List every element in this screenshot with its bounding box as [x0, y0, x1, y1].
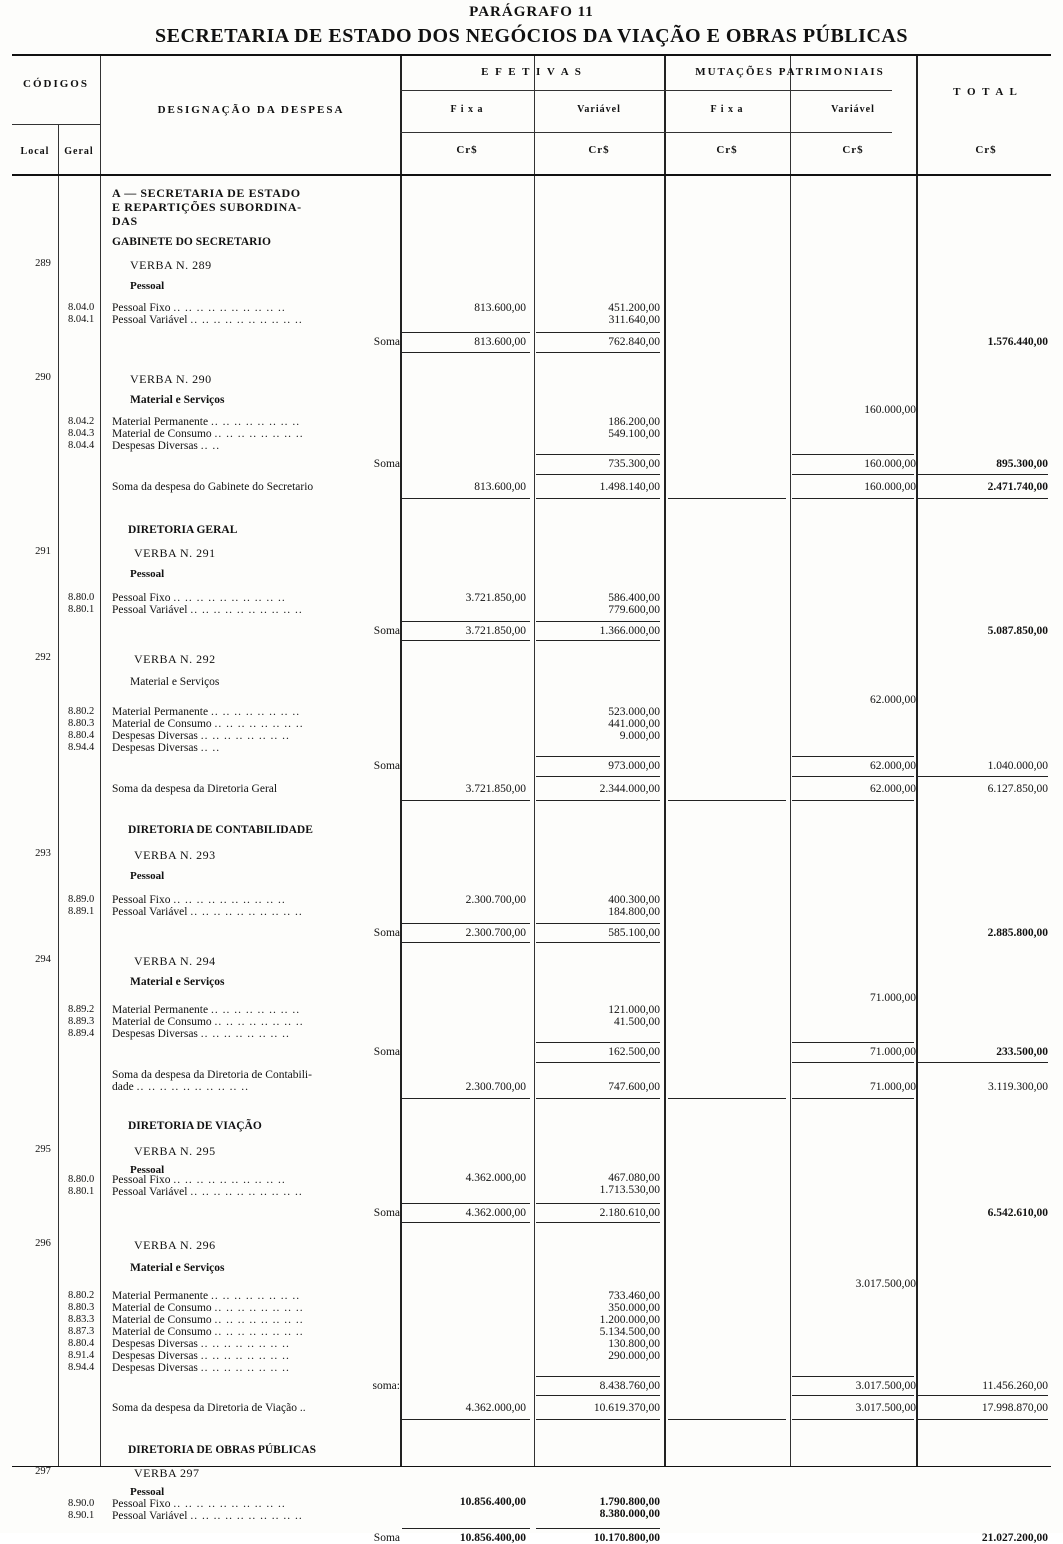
total-dc-total: 3.119.300,00 [988, 1081, 1048, 1093]
value-ef-variavel: 1.790.800,00 [599, 1496, 660, 1508]
soma-ef-variavel: 762.840,00 [608, 336, 660, 348]
header-codigos: CÓDIGOS [23, 78, 89, 90]
item-label: Material Permanente [112, 1004, 209, 1016]
total-diretoria-geral-label: Soma da despesa da Diretoria Geral [112, 783, 278, 795]
header-crs-mt-fixa: Cr$ [716, 144, 738, 156]
leader-dots: .. .. .. .. .. .. .. .. [214, 1016, 304, 1028]
value-ef-variavel: 441.000,00 [608, 718, 660, 730]
soma-ef-variavel: 735.300,00 [608, 458, 660, 470]
item-pessoal-variavel-295 [112, 1186, 402, 1198]
value-ef-variavel: 1.713.530,00 [599, 1184, 660, 1196]
value-mt-variavel: 71.000,00 [870, 992, 916, 1004]
leader-dots: .. .. .. .. .. .. .. .. .. .. [173, 894, 286, 906]
item-material-consumo-296b [112, 1314, 402, 1326]
item-despesas-diversas-290 [112, 440, 402, 452]
header-efetivas: E F E T I V A S [481, 66, 583, 78]
total-dc-ef-fixa: 2.300.700,00 [465, 1081, 526, 1093]
value-ef-variavel: 523.000,00 [608, 706, 660, 718]
header-total: T O T A L [953, 86, 1019, 98]
value-ef-variavel: 1.200.000,00 [599, 1314, 660, 1326]
soma-total: 895.300,00 [996, 458, 1048, 470]
label-soma: Soma [373, 760, 400, 772]
value-ef-variavel: 9.000,00 [619, 730, 660, 742]
label-material-servicos-294: Material e Serviços [130, 976, 225, 988]
label-soma: Soma [373, 336, 400, 348]
soma-ef-variavel: 2.180.610,00 [599, 1207, 660, 1219]
item-despesas-diversas-294 [112, 1028, 402, 1040]
item-label: Material de Consumo [112, 428, 212, 440]
geral-code-8891: 8.89.1 [68, 906, 95, 917]
soma-ef-variavel: 10.170.800,00 [593, 1532, 660, 1544]
leader-dots: .. .. .. .. .. .. .. .. .. .. [173, 302, 286, 314]
value-ef-variavel: 350.000,00 [608, 1302, 660, 1314]
value-ef-variavel: 130.800,00 [608, 1338, 660, 1350]
leader-dots: .. .. .. .. .. .. .. .. [211, 706, 301, 718]
geral-code-8801-2: 8.80.1 [68, 1186, 95, 1197]
geral-code-8804: 8.80.4 [68, 730, 95, 741]
item-material-consumo-292 [112, 718, 402, 730]
item-despesas-diversas-296b [112, 1350, 402, 1362]
value-ef-fixa: 4.362.000,00 [465, 1172, 526, 1184]
soma-mt-variavel: 3.017.500,00 [855, 1380, 916, 1392]
label-material-servicos-292: Material e Serviços [130, 676, 220, 688]
value-ef-fixa: 2.300.700,00 [465, 894, 526, 906]
soma-ef-fixa: 3.721.850,00 [465, 625, 526, 637]
label-soma: Soma [373, 927, 400, 939]
item-despesas-diversas-292a [112, 730, 402, 742]
geral-code-8040: 8.04.0 [68, 302, 95, 313]
header-crs-total: Cr$ [975, 144, 997, 156]
value-ef-variavel: 733.460,00 [608, 1290, 660, 1302]
geral-code-8833: 8.83.3 [68, 1314, 95, 1325]
item-label: Despesas Diversas [112, 1028, 198, 1040]
verba-294: VERBA N. 294 [134, 954, 216, 968]
leader-dots: .. .. .. .. .. .. .. .. [211, 1290, 301, 1302]
soma-total: 1.576.440,00 [987, 336, 1048, 348]
local-code-293: 293 [35, 848, 51, 859]
leader-dots: .. .. .. .. .. .. .. .. .. .. [190, 1186, 303, 1198]
value-ef-fixa: 10.856.400,00 [459, 1496, 526, 1508]
section-diretoria-viacao: DIRETORIA DE VIAÇÃO [128, 1120, 262, 1132]
header-efetivas-variavel: Variável [577, 104, 621, 115]
item-label: Material Permanente [112, 706, 209, 718]
leader-dots: .. .. .. .. .. .. .. .. .. .. [173, 592, 286, 604]
value-ef-fixa: 813.600,00 [474, 302, 526, 314]
verba-295: VERBA N. 295 [134, 1144, 216, 1158]
geral-code-8043: 8.04.3 [68, 428, 95, 439]
geral-code-8890: 8.89.0 [68, 894, 95, 905]
header-geral: Geral [64, 146, 94, 157]
item-material-consumo-296c [112, 1326, 402, 1338]
total-dv-ef-variavel: 10.619.370,00 [593, 1402, 660, 1414]
soma-mt-variavel: 71.000,00 [870, 1046, 916, 1058]
soma-mt-variavel: 62.000,00 [870, 760, 916, 772]
section-diretoria-obras: DIRETORIA DE OBRAS PÚBLICAS [128, 1444, 316, 1456]
value-ef-variavel: 8.380.000,00 [599, 1508, 660, 1520]
item-material-permanente-294 [112, 1004, 402, 1016]
geral-code-8800-2: 8.80.0 [68, 1174, 95, 1185]
total-dg-mt-variavel: 62.000,00 [870, 783, 916, 795]
value-ef-variavel: 186.200,00 [608, 416, 660, 428]
header-designacao: DESIGNAÇÃO DA DESPESA [157, 104, 345, 116]
leader-dots: .. .. .. .. .. .. .. .. .. .. [190, 604, 303, 616]
item-label: Pessoal Fixo [112, 1498, 171, 1510]
geral-code-8894: 8.89.4 [68, 1028, 95, 1039]
soma-total: 5.087.850,00 [987, 625, 1048, 637]
total-gabinete-total: 2.471.740,00 [987, 481, 1048, 493]
label-pessoal-291: Pessoal [130, 568, 165, 580]
item-material-permanente-290 [112, 416, 402, 428]
leader-dots: .. .. .. .. .. .. .. .. [200, 1338, 290, 1350]
item-material-consumo-296a [112, 1302, 402, 1314]
leader-dots: .. .. [200, 440, 221, 452]
geral-code-8802: 8.80.2 [68, 706, 95, 717]
total-dc-ef-variavel: 747.600,00 [608, 1081, 660, 1093]
value-ef-fixa: 3.721.850,00 [465, 592, 526, 604]
soma-total: 21.027.200,00 [981, 1532, 1048, 1544]
item-label: Material de Consumo [112, 718, 212, 730]
total-viacao-label: Soma da despesa da Diretoria de Viação .. [112, 1402, 306, 1414]
value-ef-variavel: 451.200,00 [608, 302, 660, 314]
soma-ef-variavel: 8.438.760,00 [599, 1380, 660, 1392]
verba-296: VERBA N. 296 [134, 1238, 216, 1252]
header-crs-mt-variavel: Cr$ [842, 144, 864, 156]
item-label: Despesas Diversas [112, 742, 198, 754]
leader-dots: .. .. .. .. .. .. .. .. .. .. [190, 906, 303, 918]
soma-total: 2.885.800,00 [987, 927, 1048, 939]
soma-total: 1.040.000,00 [987, 760, 1048, 772]
geral-code-8893: 8.89.3 [68, 1016, 95, 1027]
total-dg-ef-variavel: 2.344.000,00 [599, 783, 660, 795]
local-code-295: 295 [35, 1144, 51, 1155]
soma-total: 233.500,00 [996, 1046, 1048, 1058]
item-pessoal-fixo-295 [112, 1174, 402, 1186]
leader-dots: .. .. .. .. .. .. .. .. [200, 1350, 290, 1362]
item-material-permanente-292 [112, 706, 402, 718]
value-mt-variavel: 62.000,00 [870, 694, 916, 706]
verba-292: VERBA N. 292 [134, 652, 216, 666]
value-ef-variavel: 184.800,00 [608, 906, 660, 918]
label-soma: Soma [373, 1532, 400, 1544]
item-despesas-diversas-296a [112, 1338, 402, 1350]
local-code-289: 289 [35, 258, 51, 269]
label-soma: Soma [373, 1046, 400, 1058]
local-code-292: 292 [35, 652, 51, 663]
item-despesas-diversas-292b [112, 742, 402, 754]
item-material-consumo-294 [112, 1016, 402, 1028]
total-gabinete-ef-variavel: 1.498.140,00 [599, 481, 660, 493]
soma-ef-variavel: 1.366.000,00 [599, 625, 660, 637]
value-ef-variavel: 41.500,00 [614, 1016, 660, 1028]
item-label: Soma da despesa da Diretoria de Viação [112, 1402, 297, 1414]
leader-dots: .. .. .. .. .. .. .. .. [214, 1326, 304, 1338]
item-label: Material de Consumo [112, 1314, 212, 1326]
item-label: Despesas Diversas [112, 1362, 198, 1374]
geral-code-8914: 8.91.4 [68, 1350, 95, 1361]
budget-table [12, 54, 1051, 1544]
leader-dots: .. .. .. .. .. .. .. .. [200, 1362, 290, 1374]
value-mt-variavel: 160.000,00 [864, 404, 916, 416]
label-soma: Soma [373, 625, 400, 637]
geral-code-8801: 8.80.1 [68, 604, 95, 615]
total-contabilidade-label-l1: Soma da despesa da Diretoria de Contabili- [112, 1069, 312, 1081]
section-title-a-line3: DAS [112, 214, 138, 228]
item-pessoal-variavel-293 [112, 906, 402, 918]
section-diretoria-contabilidade: DIRETORIA DE CONTABILIDADE [128, 824, 313, 836]
header-efetivas-fixa: F i x a [450, 104, 484, 115]
geral-code-8041: 8.04.1 [68, 314, 95, 325]
item-despesas-diversas-296c [112, 1362, 402, 1374]
label-pessoal-297: Pessoal [130, 1486, 165, 1498]
soma-total: 6.542.610,00 [987, 1207, 1048, 1219]
leader-dots: .. .. .. .. .. .. .. .. .. .. [190, 1510, 303, 1522]
geral-code-8944: 8.94.4 [68, 742, 95, 753]
item-pessoal-fixo-289 [112, 302, 402, 314]
header-local: Local [20, 146, 50, 157]
geral-code-8901: 8.90.1 [68, 1510, 95, 1521]
item-label: Pessoal Fixo [112, 302, 171, 314]
leader-dots: .. .. .. .. .. .. .. .. .. .. [173, 1174, 286, 1186]
item-label: Despesas Diversas [112, 730, 198, 742]
label-soma: Soma [373, 458, 400, 470]
item-label: Pessoal Fixo [112, 1174, 171, 1186]
label-pessoal-293: Pessoal [130, 870, 165, 882]
soma-total: 11.456.260,00 [982, 1380, 1048, 1392]
section-title-a-line1: A — SECRETARIA DE ESTADO [112, 186, 301, 200]
item-label: Material de Consumo [112, 1326, 212, 1338]
local-code-291: 291 [35, 546, 51, 557]
header-mutacoes-fixa: F i x a [710, 104, 744, 115]
soma-mt-variavel: 160.000,00 [864, 458, 916, 470]
value-ef-variavel: 311.640,00 [608, 314, 660, 326]
table-body [12, 176, 1051, 1544]
leader-dots: .. .. .. .. .. .. .. .. [200, 730, 290, 742]
geral-code-8944-2: 8.94.4 [68, 1362, 95, 1373]
leader-dots: .. .. .. .. .. .. .. .. [211, 416, 301, 428]
header-mutacoes: MUTAÇÕES PATRIMONIAIS [695, 66, 885, 78]
section-title-a-line2: E REPARTIÇÕES SUBORDINA- [112, 200, 302, 214]
local-code-297: 297 [35, 1466, 51, 1477]
table-header [12, 56, 1051, 176]
verba-291: VERBA N. 291 [134, 546, 216, 560]
item-label: Pessoal Variável [112, 1186, 188, 1198]
value-ef-variavel: 290.000,00 [608, 1350, 660, 1362]
verba-297: VERBA 297 [134, 1466, 200, 1480]
geral-code-8803: 8.80.3 [68, 718, 95, 729]
soma-ef-fixa: 2.300.700,00 [465, 927, 526, 939]
leader-dots: .. .. .. .. .. .. .. .. [214, 1314, 304, 1326]
value-ef-variavel: 121.000,00 [608, 1004, 660, 1016]
value-mt-variavel: 3.017.500,00 [855, 1278, 916, 1290]
geral-code-8044: 8.04.4 [68, 440, 95, 451]
local-code-294: 294 [35, 954, 51, 965]
leader-dots: .. .. .. .. .. .. .. .. .. .. [190, 314, 303, 326]
item-pessoal-fixo-291 [112, 592, 402, 604]
soma-ef-variavel: 973.000,00 [608, 760, 660, 772]
item-pessoal-fixo-293 [112, 894, 402, 906]
total-gabinete-ef-fixa: 813.600,00 [474, 481, 526, 493]
paragraph-label: PARÁGRAFO 11 [469, 4, 594, 20]
total-dv-mt-variavel: 3.017.500,00 [855, 1402, 916, 1414]
item-label: dade [112, 1081, 134, 1093]
soma-ef-fixa: 4.362.000,00 [465, 1207, 526, 1219]
label-pessoal-295: Pessoal [130, 1164, 165, 1176]
label-pessoal-289: Pessoal [130, 280, 165, 292]
item-label: Material de Consumo [112, 1302, 212, 1314]
item-label: Material de Consumo [112, 1016, 212, 1028]
geral-code-8873: 8.87.3 [68, 1326, 95, 1337]
local-code-296: 296 [35, 1238, 51, 1249]
label-material-servicos-290: Material e Serviços [130, 394, 225, 406]
value-ef-variavel: 5.134.500,00 [599, 1326, 660, 1338]
total-contabilidade-label-l2 [112, 1081, 402, 1093]
value-ef-variavel: 400.300,00 [608, 894, 660, 906]
header-mutacoes-variavel: Variável [831, 104, 875, 115]
total-gabinete-mt-variavel: 160.000,00 [864, 481, 916, 493]
item-pessoal-variavel-289 [112, 314, 402, 326]
value-ef-variavel: 586.400,00 [608, 592, 660, 604]
total-dc-mt-variavel: 71.000,00 [870, 1081, 916, 1093]
label-soma: Soma [373, 1207, 400, 1219]
label-material-servicos-296: Material e Serviços [130, 1262, 225, 1274]
soma-ef-fixa: 813.600,00 [474, 336, 526, 348]
leader-dots: .. .. .. .. .. .. .. .. [214, 718, 304, 730]
leader-dots: .. .. .. .. .. .. .. .. [211, 1004, 301, 1016]
label-soma-colon: soma: [372, 1380, 400, 1392]
local-code-290: 290 [35, 372, 51, 383]
value-ef-variavel: 549.100,00 [608, 428, 660, 440]
total-dg-ef-fixa: 3.721.850,00 [465, 783, 526, 795]
geral-code-8900: 8.90.0 [68, 1498, 95, 1509]
leader-dots: .. .. .. .. .. .. .. .. .. .. [136, 1081, 249, 1093]
item-label: Material Permanente [112, 1290, 209, 1302]
item-label: Despesas Diversas [112, 1350, 198, 1362]
soma-ef-fixa: 10.856.400,00 [459, 1532, 526, 1544]
item-label: Pessoal Variável [112, 1510, 188, 1522]
leader-dots: .. .. .. .. .. .. .. .. [200, 1028, 290, 1040]
page-title: SECRETARIA DE ESTADO DOS NEGÓCIOS DA VIAÇÃO E OBRAS PÚBLICAS [155, 25, 908, 47]
header-crs-ef-fixa: Cr$ [456, 144, 478, 156]
geral-code-8892: 8.89.2 [68, 1004, 95, 1015]
leader-dots: .. .. [200, 742, 221, 754]
item-pessoal-fixo-297 [112, 1498, 402, 1510]
item-label: Pessoal Variável [112, 604, 188, 616]
leader-dots: .. .. .. .. .. .. .. .. [214, 428, 304, 440]
item-label: Material Permanente [112, 416, 209, 428]
item-material-permanente-296 [112, 1290, 402, 1302]
section-diretoria-geral: DIRETORIA GERAL [128, 524, 238, 536]
leader-dots: .. .. .. .. .. .. .. .. .. .. [173, 1498, 286, 1510]
item-label: Pessoal Fixo [112, 894, 171, 906]
item-label: Despesas Diversas [112, 440, 198, 452]
item-label: Despesas Diversas [112, 1338, 198, 1350]
total-dg-total: 6.127.850,00 [987, 783, 1048, 795]
header-crs-ef-variavel: Cr$ [588, 144, 610, 156]
item-pessoal-variavel-297 [112, 1510, 402, 1522]
item-material-consumo-290 [112, 428, 402, 440]
soma-ef-variavel: 162.500,00 [608, 1046, 660, 1058]
value-ef-variavel: 779.600,00 [608, 604, 660, 616]
total-dv-total: 17.998.870,00 [981, 1402, 1048, 1414]
item-label: Pessoal Variável [112, 314, 188, 326]
leader-dots: .. .. .. .. .. .. .. .. [214, 1302, 304, 1314]
item-label: Pessoal Fixo [112, 592, 171, 604]
geral-code-8802-2: 8.80.2 [68, 1290, 95, 1301]
value-ef-variavel: 467.080,00 [608, 1172, 660, 1184]
geral-code-8042: 8.04.2 [68, 416, 95, 427]
section-gabinete: GABINETE DO SECRETARIO [112, 236, 271, 248]
item-pessoal-variavel-291 [112, 604, 402, 616]
geral-code-8800: 8.80.0 [68, 592, 95, 603]
total-dv-ef-fixa: 4.362.000,00 [465, 1402, 526, 1414]
item-label: Pessoal Variável [112, 906, 188, 918]
geral-code-8804-2: 8.80.4 [68, 1338, 95, 1349]
verba-293: VERBA N. 293 [134, 848, 216, 862]
total-gabinete-label: Soma da despesa do Gabinete do Secretario [112, 481, 314, 493]
verba-290: VERBA N. 290 [130, 372, 212, 386]
soma-ef-variavel: 585.100,00 [608, 927, 660, 939]
geral-code-8803-2: 8.80.3 [68, 1302, 95, 1313]
verba-289: VERBA N. 289 [130, 258, 212, 272]
